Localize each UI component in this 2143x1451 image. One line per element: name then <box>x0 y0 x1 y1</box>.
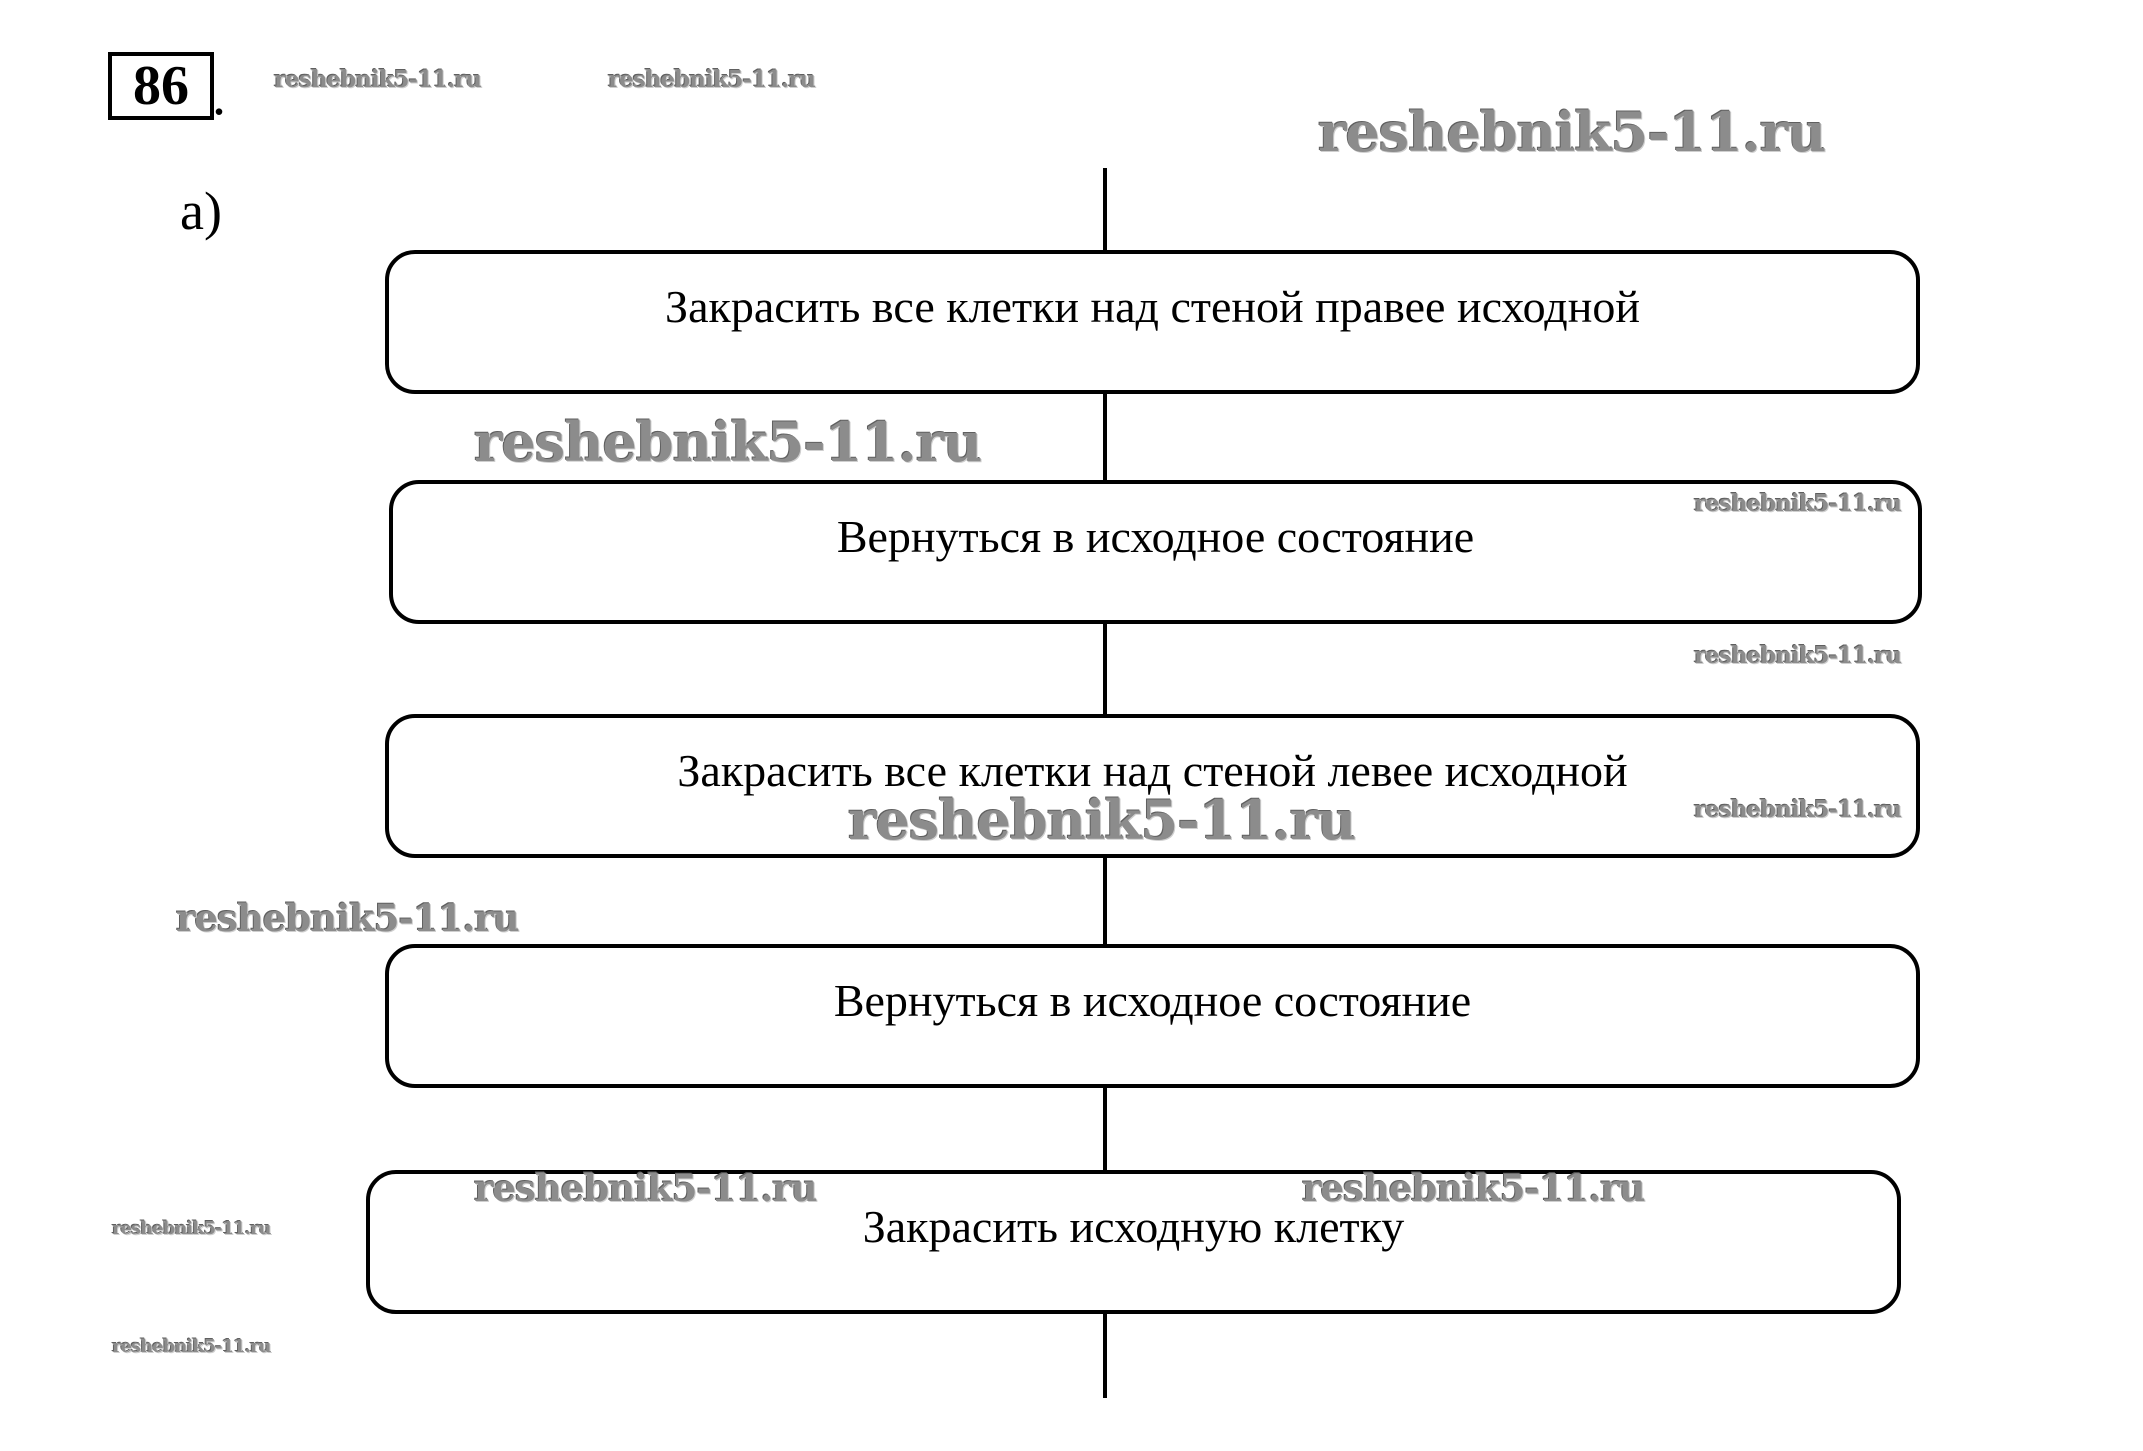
watermark: reshebnik5-11.ru <box>1694 796 1901 823</box>
watermark: reshebnik5-11.ru <box>474 410 982 474</box>
watermark: reshebnik5-11.ru <box>176 896 519 940</box>
watermark: reshebnik5-11.ru <box>112 1336 271 1357</box>
watermark: reshebnik5-11.ru <box>1694 490 1901 517</box>
watermark: reshebnik5-11.ru <box>474 1166 817 1210</box>
flow-step-1 <box>385 250 1920 394</box>
flow-line-3-4 <box>1103 856 1107 946</box>
watermark: reshebnik5-11.ru <box>1318 100 1826 164</box>
problem-number-dot: . <box>212 65 226 127</box>
part-label: а) <box>180 181 222 241</box>
watermark: reshebnik5-11.ru <box>1694 642 1901 669</box>
flow-line-bottom <box>1103 1312 1107 1398</box>
problem-number-text: 86 <box>133 55 189 117</box>
flow-step-4 <box>385 944 1920 1088</box>
flow-line-1-2 <box>1103 392 1107 482</box>
flow-step-label: Закрасить исходную клетку <box>862 1201 1405 1252</box>
watermark: reshebnik5-11.ru <box>112 1218 271 1239</box>
watermark: reshebnik5-11.ru <box>1302 1166 1645 1210</box>
watermark: reshebnik5-11.ru <box>608 66 815 93</box>
flow-step-label: Закрасить все клетки над стеной правее исходной <box>665 281 1640 332</box>
watermark: reshebnik5-11.ru <box>848 788 1356 852</box>
flow-line-4-5 <box>1103 1086 1107 1172</box>
flow-step-label: Вернуться в исходное состояние <box>833 975 1472 1026</box>
flow-step-2 <box>389 480 1922 624</box>
watermark: reshebnik5-11.ru <box>274 66 481 93</box>
flow-step-label: Закрасить все клетки над стеной левее исходной <box>677 745 1628 796</box>
flow-line-top <box>1103 168 1107 252</box>
problem-number <box>108 52 214 120</box>
flow-step-label: Вернуться в исходное состояние <box>836 511 1475 562</box>
flow-line-2-3 <box>1103 622 1107 716</box>
